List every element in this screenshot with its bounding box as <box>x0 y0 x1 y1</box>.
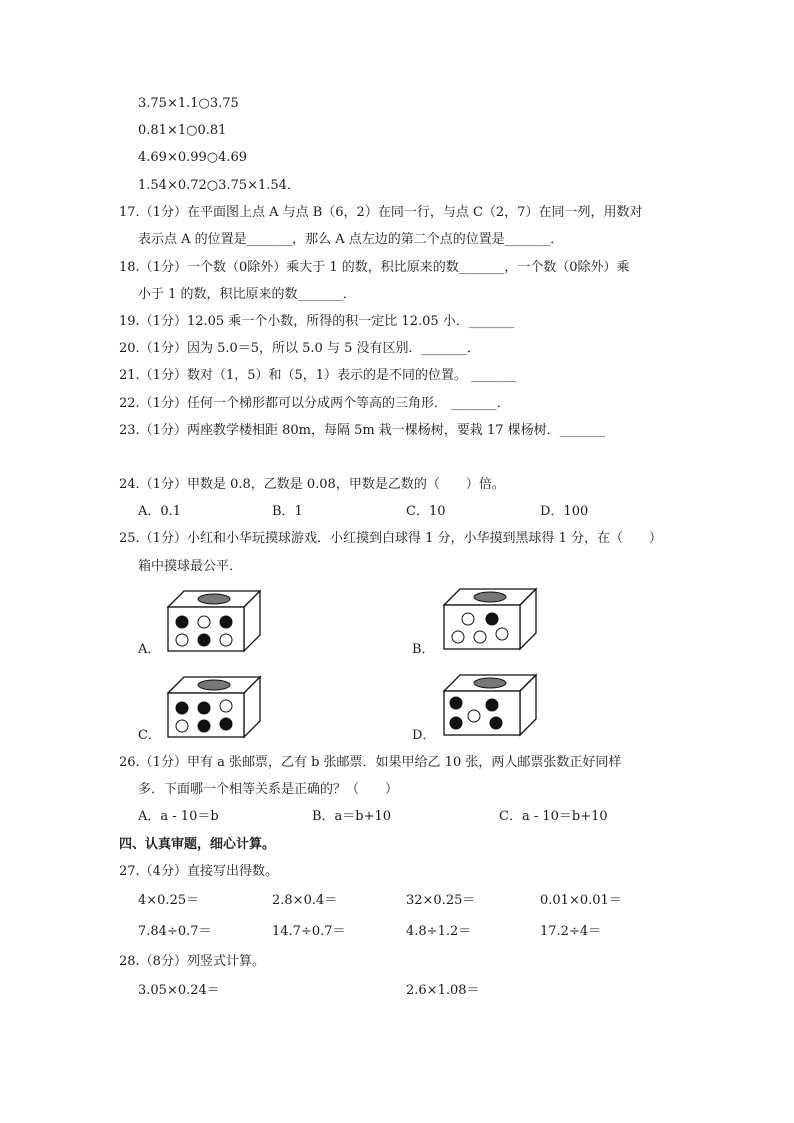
q18-line-2: 小于 1 的数，积比原来的数_______． <box>138 287 357 302</box>
q28-item: 2.6×1.08＝ <box>406 983 480 998</box>
white-ball <box>176 634 188 646</box>
q28-stem: 28.（8分）列竖式计算。 <box>119 954 265 969</box>
q26-option-b: B．a＝b+10 <box>312 809 392 824</box>
q21: 21.（1分）数对（1，5）和（5，1）表示的是不同的位置。 _______ <box>119 368 517 383</box>
q26-line-1: 26.（1分）甲有 a 张邮票，乙有 b 张邮票．如果甲给乙 10 张，两人邮票张数正好同样 <box>119 755 622 770</box>
box-hole <box>474 678 506 688</box>
q27-item: 4×0.25＝ <box>138 893 200 908</box>
q26-option-a: A．a - 10＝b <box>138 809 219 824</box>
q25-option-d-label: D． <box>412 728 436 743</box>
q18-line-1: 18.（1分）一个数（0除外）乘大于 1 的数，积比原来的数_______，一个数（0除外）乘 <box>119 260 630 275</box>
section-4-heading: 四、认真审题，细心计算。 <box>119 837 276 852</box>
black-ball <box>450 717 462 729</box>
black-ball <box>220 616 232 628</box>
ball-box-b <box>440 587 540 651</box>
q24-stem: 24.（1分）甲数是 0.8，乙数是 0.08，甲数是乙数的（ ）倍。 <box>119 477 505 492</box>
q22: 22.（1分）任何一个梯形都可以分成两个等高的三角形． _______． <box>119 396 510 411</box>
q27-item: 0.01×0.01＝ <box>540 893 622 908</box>
white-ball <box>198 616 210 628</box>
black-ball <box>450 697 462 709</box>
q27-item: 14.7÷0.7＝ <box>272 924 346 939</box>
q24-option-a: A．0.1 <box>138 504 182 519</box>
q24-option-c: C．10 <box>406 504 446 519</box>
white-ball <box>496 628 508 640</box>
q16-line-3: 4.69×0.99○4.69 <box>138 150 248 165</box>
q27-item: 7.84÷0.7＝ <box>138 924 212 939</box>
q27-item: 2.8×0.4＝ <box>272 893 338 908</box>
black-ball <box>490 717 502 729</box>
q25-line-2: 箱中摸球最公平． <box>138 559 243 574</box>
ball-box-d <box>440 673 540 737</box>
black-ball <box>176 616 188 628</box>
q27-stem: 27.（4分）直接写出得数。 <box>119 864 278 879</box>
q27-item: 17.2÷4＝ <box>540 924 602 939</box>
q26-option-c: C．a - 10＝b+10 <box>499 809 608 824</box>
q28-item: 3.05×0.24＝ <box>138 983 220 998</box>
black-ball <box>198 720 210 732</box>
white-ball <box>474 631 486 643</box>
q27-item: 32×0.25＝ <box>406 893 476 908</box>
black-ball <box>198 702 210 714</box>
q17-line-2: 表示点 A 的位置是_______，那么 A 点左边的第二个点的位置是_______． <box>138 232 564 247</box>
box-hole <box>198 594 230 604</box>
white-ball <box>220 700 232 712</box>
black-ball <box>198 634 210 646</box>
black-ball <box>486 613 498 625</box>
q25-option-c-label: C． <box>138 728 161 743</box>
q26-line-2: 多．下面哪一个相等关系是正确的？（ ） <box>138 782 399 797</box>
q23: 23.（1分）两座教学楼相距 80m，每隔 5m 栽一棵杨树，要栽 17 棵杨树．_______ <box>119 423 606 438</box>
q25-option-b-label: B． <box>412 642 435 657</box>
q20: 20.（1分）因为 5.0＝5，所以 5.0 与 5 没有区别．_______． <box>119 341 480 356</box>
q16-line-1: 3.75×1.1○3.75 <box>138 96 239 111</box>
q17-line-1: 17.（1分）在平面图上点 A 与点 B（6，2）在同一行，与点 C（2，7）在同一列，用数对 <box>119 205 643 220</box>
q16-line-2: 0.81×1○0.81 <box>138 123 227 138</box>
white-ball <box>452 631 464 643</box>
white-ball <box>220 634 232 646</box>
q25-line-1: 25.（1分）小红和小华玩摸球游戏．小红摸到白球得 1 分，小华摸到黑球得 1 分，在（ ） <box>119 531 663 546</box>
box-hole <box>474 592 506 602</box>
q25-option-a-label: A． <box>138 642 161 657</box>
box-hole <box>198 680 230 690</box>
q19: 19.（1分）12.05 乘一个小数，所得的积一定比 12.05 小．_______ <box>119 314 515 329</box>
white-ball <box>462 613 474 625</box>
black-ball <box>176 702 188 714</box>
white-ball <box>176 720 188 732</box>
black-ball <box>220 718 232 730</box>
q27-item: 4.8÷1.2＝ <box>406 924 472 939</box>
black-ball <box>486 699 498 711</box>
q24-option-b: B．1 <box>272 504 303 519</box>
q16-line-4: 1.54×0.72○3.75×1.54． <box>138 178 300 193</box>
white-ball <box>468 710 480 722</box>
ball-box-a <box>164 589 264 653</box>
q24-option-d: D．100 <box>540 504 589 519</box>
ball-box-c <box>164 675 264 739</box>
